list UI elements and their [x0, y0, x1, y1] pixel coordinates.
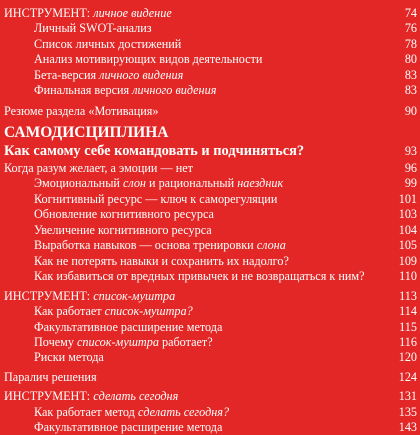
- toc-entry[interactable]: [0, 289, 420, 304]
- toc-entry[interactable]: [0, 304, 420, 319]
- toc-entry-page: 143: [398, 420, 417, 435]
- toc-entry-label: [4, 161, 193, 176]
- toc-entry-label-text: Список личных достижений: [34, 36, 182, 51]
- toc-entry[interactable]: [0, 370, 420, 385]
- toc-entry[interactable]: [0, 161, 420, 176]
- toc-entry-label-text: Резюме раздела «Мотивация»: [4, 103, 159, 118]
- toc-entry-label: [34, 405, 229, 420]
- toc-entry-page: 78: [404, 36, 417, 51]
- toc-entry-label: [34, 335, 213, 350]
- toc-entry-page: 103: [398, 207, 417, 222]
- toc-entry-label-italic: наездник: [237, 176, 284, 191]
- toc-entry-label: [34, 192, 277, 207]
- toc-entry-page: 83: [404, 83, 417, 98]
- toc-entry-page: 110: [399, 269, 417, 284]
- toc-entry-page: 101: [398, 191, 417, 206]
- toc-entry-label: [34, 68, 183, 83]
- toc-entry-label-text: Когда разум желает, а эмоции — нет: [4, 161, 193, 175]
- toc-entry-label: [34, 207, 214, 222]
- toc-entry[interactable]: [0, 389, 420, 404]
- toc-entry-label-text: Финальная версия: [34, 83, 133, 98]
- toc-entry[interactable]: [0, 223, 420, 238]
- toc-entry-page: 116: [399, 334, 417, 349]
- toc-entry-label-text: Анализ мотивирующих видов деятельности: [34, 52, 263, 67]
- toc-entry[interactable]: [0, 238, 420, 253]
- toc-entry-label-text: работает?: [158, 334, 213, 349]
- toc-entry-page: 135: [398, 404, 417, 419]
- toc-entry-page: 99: [404, 176, 417, 191]
- toc-entry[interactable]: [0, 350, 420, 365]
- toc-entry[interactable]: [0, 405, 420, 420]
- toc-entry-label-text: Эмоциональный: [34, 176, 123, 191]
- toc-entry-page: 105: [398, 238, 417, 253]
- toc-entry-label-text: Личный SWOT-анализ: [34, 21, 152, 36]
- toc-entry-label-text: ИНСТРУМЕНТ:: [4, 6, 94, 20]
- section-subtitle-page: 93: [404, 144, 417, 158]
- toc-entry[interactable]: [0, 176, 420, 191]
- toc-entry[interactable]: [0, 420, 420, 435]
- toc-entry-label-text: Как работает: [34, 304, 105, 319]
- toc-entry-label: [4, 289, 175, 304]
- toc-entry-label-text: Увеличение когнитивного ресурса: [34, 222, 212, 237]
- toc-entry[interactable]: [0, 83, 420, 98]
- toc-entry-label: [34, 254, 289, 269]
- toc-entry-label: [4, 6, 172, 21]
- toc-entry-page: 120: [398, 350, 417, 365]
- toc-entry-label: [34, 304, 193, 319]
- toc-entry-label-italic: список-муштра?: [104, 304, 193, 319]
- toc-entry[interactable]: [0, 335, 420, 350]
- toc-entry-label-italic: список-муштра: [76, 334, 159, 349]
- toc-entry-label-text: Как не потерять навыки и сохранить их надолго?: [34, 253, 289, 268]
- toc-entry-label-text: Обновление когнитивного ресурса: [34, 207, 214, 222]
- toc-entry[interactable]: [0, 254, 420, 269]
- toc-entry-label: [34, 238, 286, 253]
- toc-entry[interactable]: [0, 21, 420, 36]
- toc-entry-label-text: Факультативное расширение метода: [34, 420, 223, 435]
- toc-entry-label: [34, 269, 365, 284]
- toc-entry-label: [34, 320, 222, 335]
- toc-entry-page: 115: [399, 319, 417, 334]
- toc-entry-label: [34, 52, 262, 67]
- toc-entry-page: 76: [404, 21, 417, 36]
- toc-entry-label-text: ИНСТРУМЕНТ:: [4, 288, 94, 303]
- toc-entry[interactable]: [0, 68, 420, 83]
- toc-entry-label-italic: сделать сегодня?: [137, 404, 230, 419]
- toc-entry-page: 83: [404, 67, 417, 82]
- toc-entry-label: [4, 104, 159, 119]
- toc-entry-label-text: и рациональный: [145, 176, 238, 191]
- toc-entry-label: [34, 420, 222, 435]
- toc-entry-label-italic: слон: [122, 176, 146, 191]
- toc-entry[interactable]: [0, 104, 420, 119]
- toc-entry-label-italic: личное видение: [93, 6, 172, 20]
- toc-entry-label-italic: сделать сегодня: [93, 389, 179, 404]
- toc-entry-label-text: Почему: [34, 334, 77, 349]
- toc-entry-label: [34, 21, 152, 36]
- toc-entry-label-italic: слона: [256, 238, 286, 253]
- toc-entry-label-text: ИНСТРУМЕНТ:: [4, 389, 94, 404]
- toc-entry[interactable]: [0, 320, 420, 335]
- section-subtitle-text: Как самому себе командовать и подчиняться?: [4, 143, 305, 159]
- toc-entry-label-text: Риски метода: [34, 350, 104, 365]
- section-title: САМОДИСЦИПЛИНА: [4, 124, 169, 141]
- toc-entry-page: 124: [398, 369, 417, 384]
- toc-entry[interactable]: [0, 6, 420, 21]
- toc-entry-label-italic: список-муштра: [93, 288, 176, 303]
- toc-entry[interactable]: [0, 192, 420, 207]
- toc-entry-label-text: Когнитивный ресурс — ключ к саморегуляции: [34, 191, 278, 206]
- toc-entry-label: [34, 176, 283, 191]
- toc-entry-label-text: Факультативное расширение метода: [34, 319, 223, 334]
- toc-entry-label-italic: личного видения: [132, 83, 217, 98]
- toc-entry-page: 96: [404, 161, 417, 175]
- toc-entry-label: [4, 370, 97, 385]
- toc-entry-label-text: Как избавиться от вредных привычек и не возвращаться к ним?: [34, 269, 365, 284]
- toc-entry-label-text: Бета-версия: [34, 67, 100, 82]
- toc-entry-label: [34, 350, 104, 365]
- toc-entry-page: 104: [398, 222, 417, 237]
- toc-entry-page: 109: [398, 253, 417, 268]
- toc-entry[interactable]: [0, 207, 420, 222]
- toc-entry-label-italic: личного видения: [99, 67, 184, 82]
- toc-entry-page: 113: [399, 288, 417, 303]
- toc-entry-label-text: Выработка навыков — основа тренировки: [34, 238, 257, 253]
- toc-entry-label-text: Как работает метод: [34, 404, 138, 419]
- toc-entry-label: [4, 389, 178, 404]
- toc-entry-page: 80: [404, 52, 417, 67]
- toc-entry-label: [34, 37, 181, 52]
- toc-entry[interactable]: [0, 269, 420, 284]
- toc-entry-page: 74: [404, 6, 417, 20]
- toc-entry-page: 90: [404, 103, 417, 118]
- toc-entry[interactable]: [0, 37, 420, 52]
- toc-entry-label: [34, 83, 216, 98]
- section-subtitle[interactable]: [4, 142, 420, 160]
- toc-entry-page: 131: [398, 389, 417, 404]
- toc-entry[interactable]: [0, 52, 420, 67]
- toc-entry-label: [34, 223, 212, 238]
- toc-entry-label-text: Паралич решения: [4, 369, 97, 384]
- toc-entry-page: 114: [399, 304, 417, 319]
